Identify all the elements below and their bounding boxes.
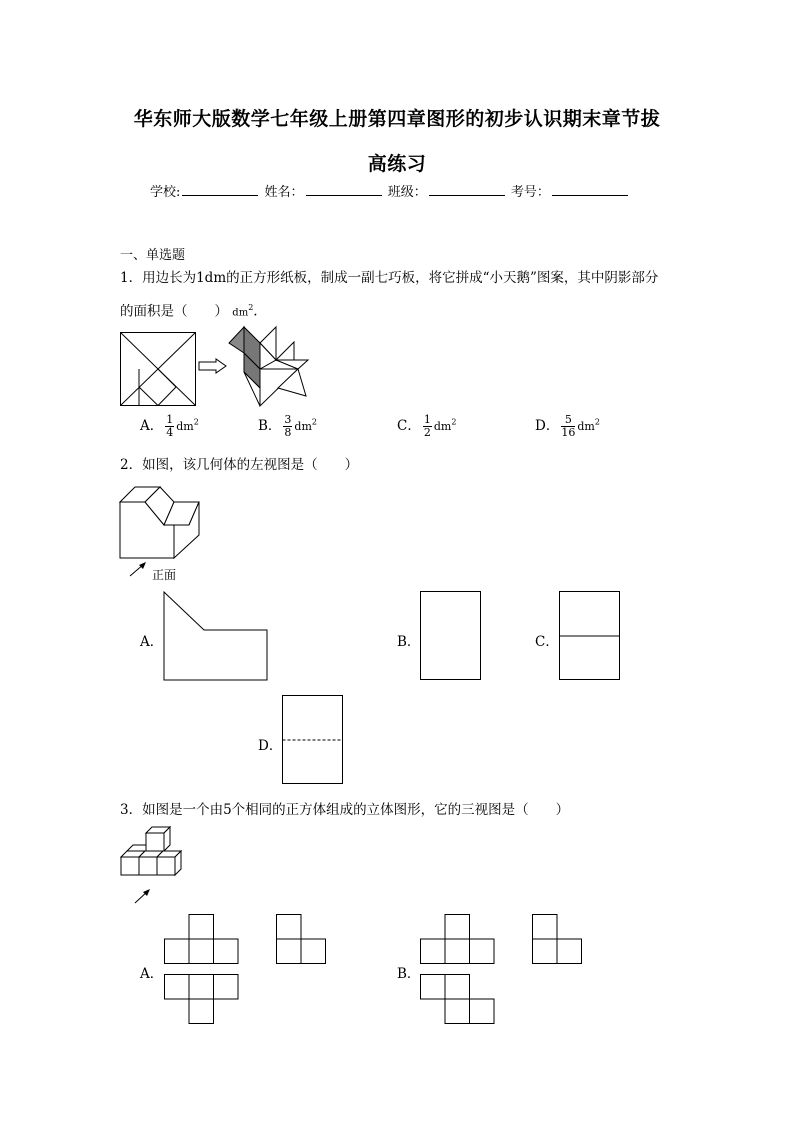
question-1-unit: dm [232, 307, 249, 319]
q3-option-a-front-view[interactable] [164, 914, 240, 964]
q3-option-b-side-view[interactable] [532, 914, 584, 964]
q3-option-b-top-view[interactable] [420, 974, 496, 1024]
q2-option-d-label[interactable]: D． [258, 738, 283, 754]
option-label: B． [258, 418, 282, 434]
q2-option-b-figure[interactable] [420, 591, 482, 681]
swan-tangram-figure [228, 326, 328, 408]
option-label: C． [397, 418, 421, 434]
q2-option-b-label[interactable]: B． [397, 634, 421, 650]
question-3-text: 3．如图是一个由5个相同的正方体组成的立体图形，它的三视图是（ ） [120, 802, 570, 818]
q3-option-a-top-view[interactable] [164, 974, 240, 1024]
q1-option-d[interactable]: D． $\frac{5}{16}$ $dm^2$ [535, 413, 600, 439]
school-label: 学校: [150, 185, 181, 200]
q2-option-d-figure[interactable] [282, 695, 344, 785]
front-view-arrow-icon [128, 560, 150, 578]
exam-number-label: 考号： [510, 185, 550, 200]
student-info-line [150, 181, 630, 200]
page-title: 华东师大版数学七年级上册第四章图形的初步认识期末章节拔 [133, 108, 661, 130]
q3-option-b-front-view[interactable] [420, 914, 496, 964]
question-1-text: 1．用边长为1dm的正方形纸板，制成一副七巧板，将它拼成“小天鹅”图案，其中阴影部分 [120, 270, 659, 286]
option-label: A． [140, 418, 164, 434]
q3-option-a-side-view[interactable] [276, 914, 328, 964]
school-blank [182, 183, 258, 196]
q2-option-a-figure[interactable] [163, 591, 269, 681]
option-label: D． [535, 418, 560, 434]
question-1-period: . [253, 303, 258, 320]
q1-option-b[interactable]: B． $\frac{3}{8}$ $dm^2$ [258, 413, 317, 439]
class-blank [429, 183, 505, 196]
q1-option-c[interactable]: C． $\frac{1}{2}$ $dm^2$ [397, 413, 457, 439]
name-label: 姓名： [264, 185, 304, 200]
question-2-text: 2．如图，该几何体的左视图是（ ） [120, 457, 359, 473]
fraction: $\frac{3}{8}$ [284, 413, 292, 439]
q1-option-a[interactable]: A． $\frac{1}{4}$ $dm^2$ [140, 413, 199, 439]
fraction: $\frac{1}{2}$ [423, 413, 431, 439]
q2-solid-figure [119, 481, 203, 561]
right-arrow-icon [198, 358, 228, 374]
q2-option-c-label[interactable]: C． [535, 634, 559, 650]
question-1-text-cont [120, 298, 258, 324]
question-1-stem-end: 的面积是（ ） [120, 303, 228, 320]
name-blank [306, 183, 382, 196]
fraction: $\frac{5}{16}$ [561, 413, 576, 439]
tangram-square-figure [120, 332, 196, 406]
q3-front-arrow-icon [133, 887, 153, 905]
q2-option-c-figure[interactable] [559, 591, 621, 681]
q3-option-a-label[interactable]: A． [140, 966, 164, 982]
exam-number-blank [552, 183, 628, 196]
q3-option-b-label[interactable]: B． [397, 966, 421, 982]
page-title-continued: 高练习 [367, 153, 427, 175]
question-1-unit-exp: 2 [248, 303, 254, 312]
class-label: 班级： [387, 185, 427, 200]
q2-option-a-label[interactable]: A． [140, 634, 164, 650]
section-heading: 一、单选题 [120, 248, 186, 263]
q3-cubes-figure [119, 826, 189, 890]
front-view-label: 正面 [152, 568, 177, 582]
fraction: $\frac{1}{4}$ [166, 413, 174, 439]
